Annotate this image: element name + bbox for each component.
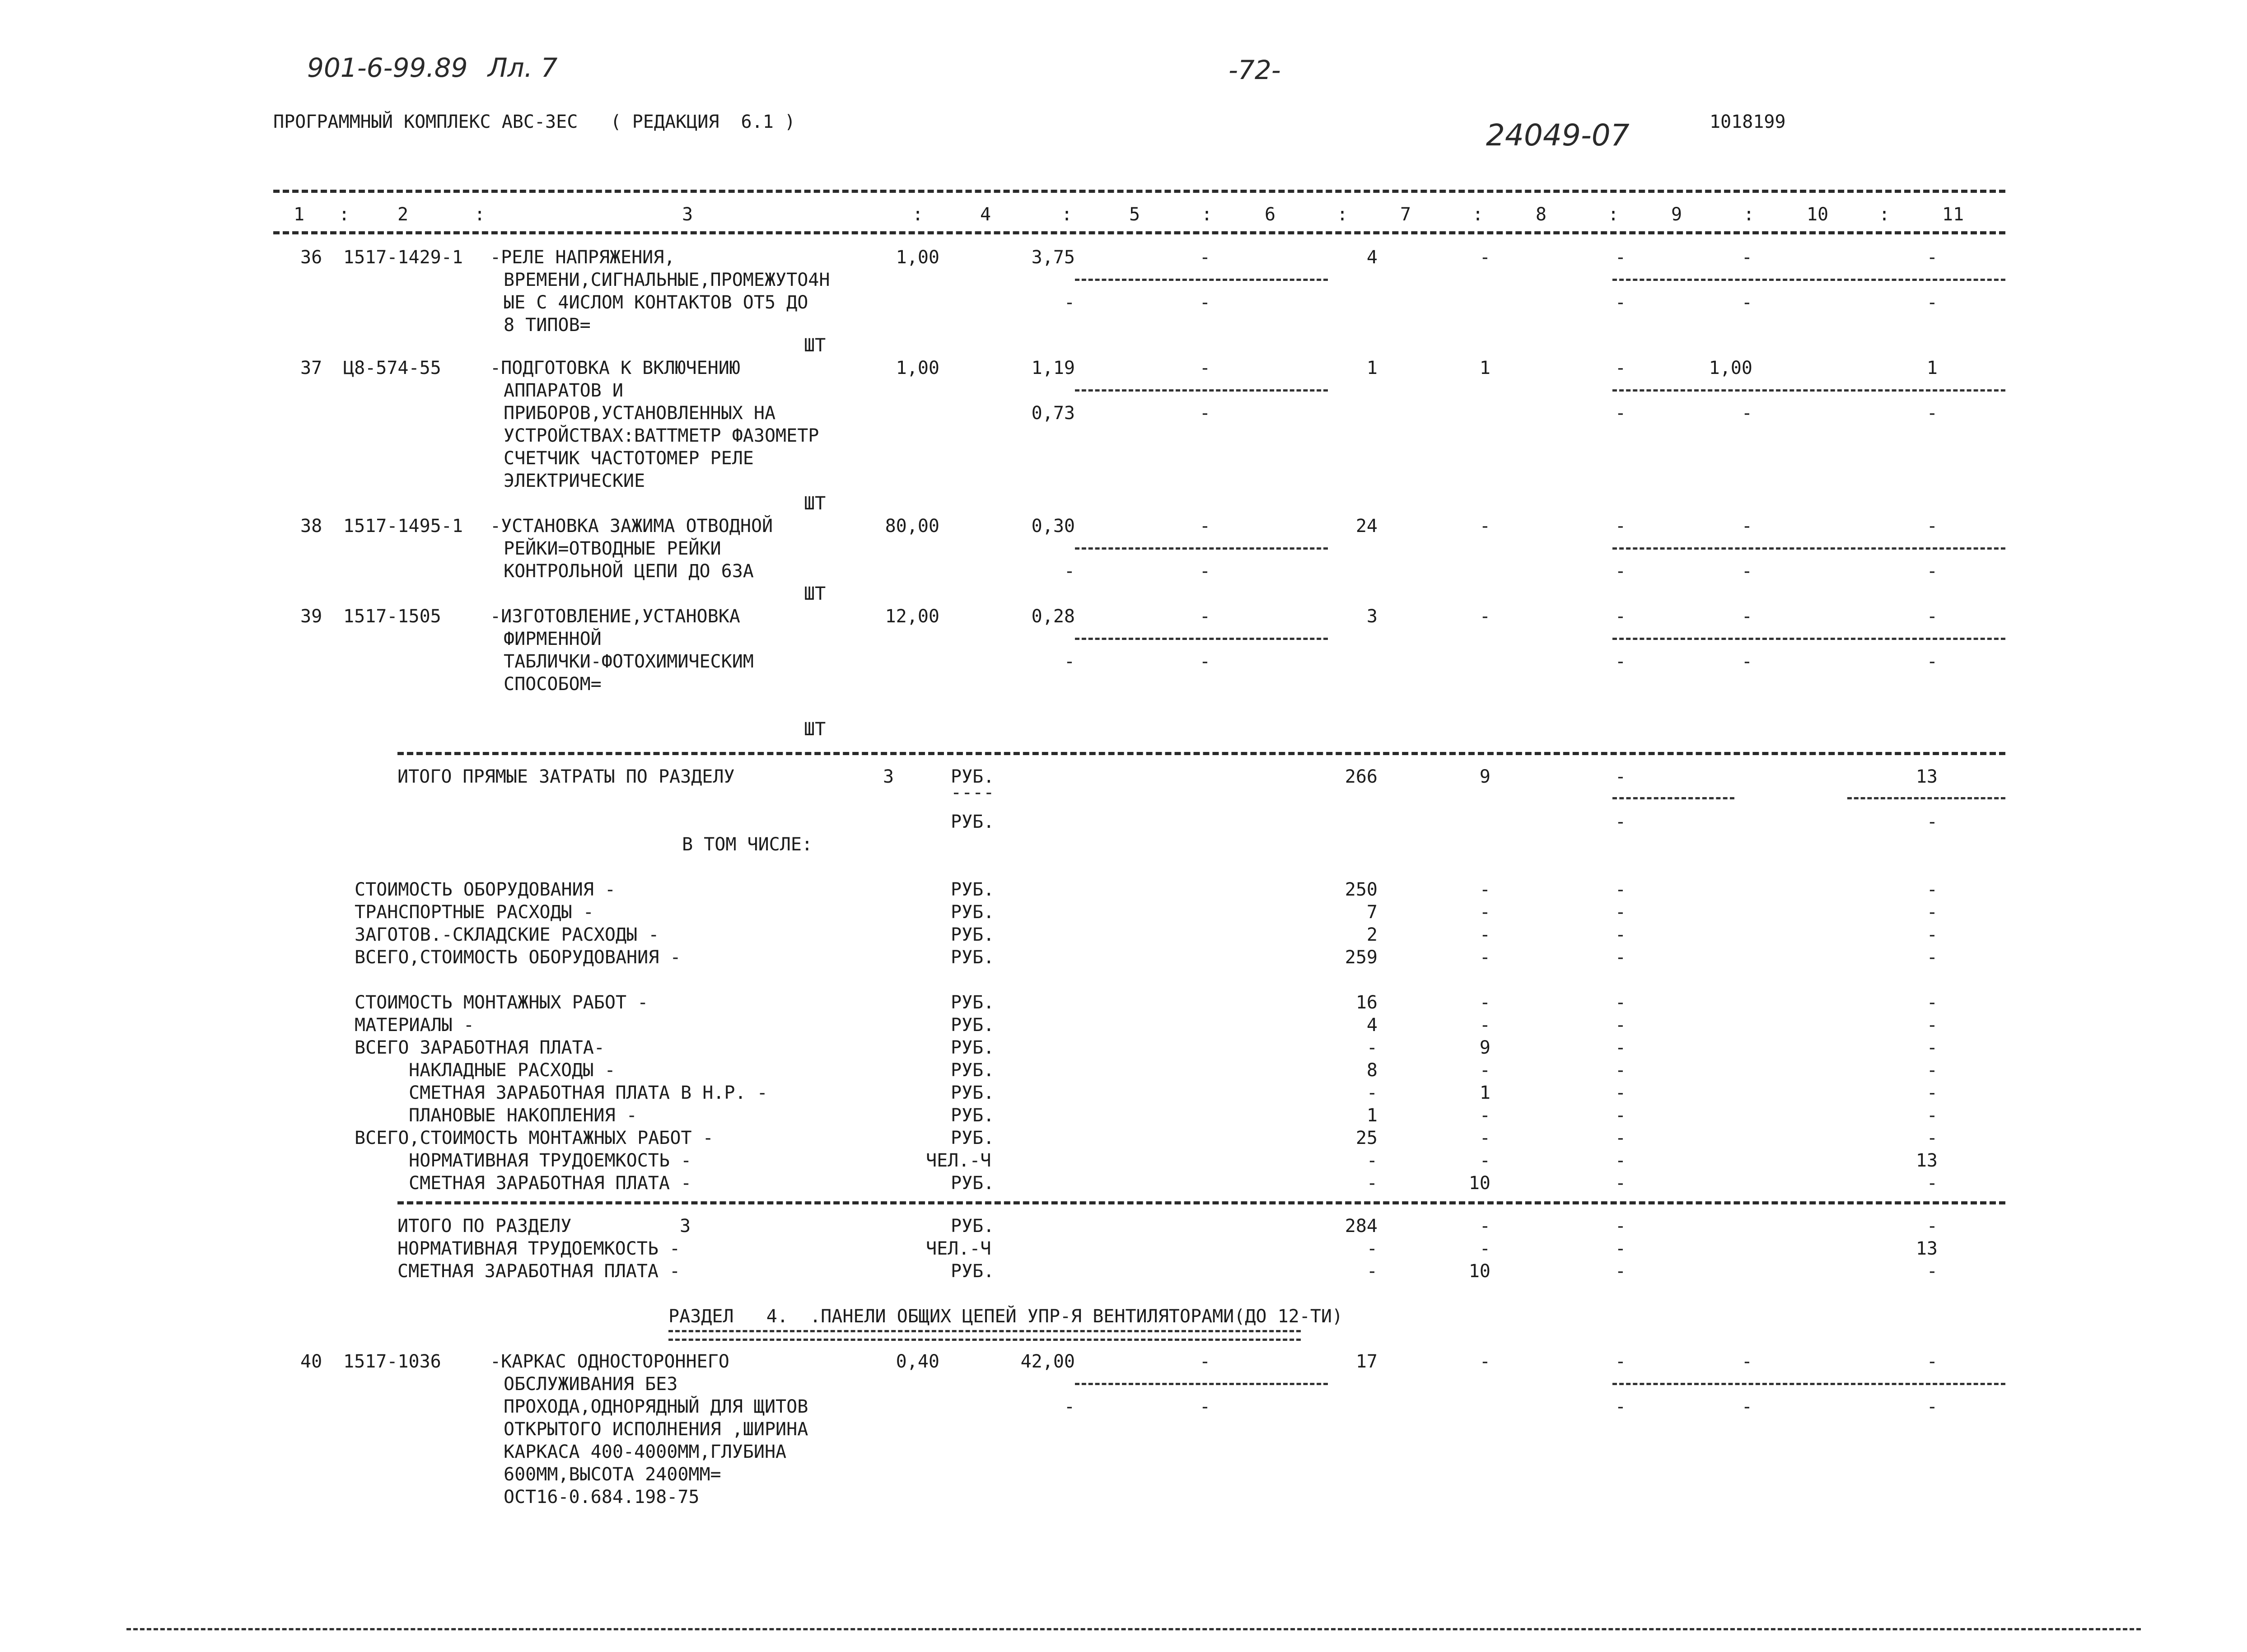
works-row-label: СМЕТНАЯ ЗАРАБОТНАЯ ПЛАТА - [409, 1173, 692, 1194]
equipment-row-unit: РУБ. [951, 879, 995, 900]
section-total-c8: 10 [1468, 1261, 1490, 1282]
item-number: 36 [300, 247, 322, 268]
item-c11-sub: - [1926, 651, 1938, 672]
item-code: 1517-1495-1 [343, 516, 463, 537]
cell-split-rule [1612, 279, 2005, 281]
item-number: 37 [300, 358, 322, 378]
works-row-unit: РУБ. [951, 1015, 995, 1036]
item-c11-sub: - [1926, 403, 1938, 424]
column-header-11: 11 [1942, 204, 1964, 225]
works-row-unit: РУБ. [951, 1037, 995, 1058]
item-code: 1517-1036 [343, 1351, 441, 1372]
equipment-row-unit: РУБ. [951, 924, 995, 945]
direct-costs-unit: РУБ. [951, 766, 995, 787]
item-number: 39 [300, 606, 322, 627]
item-qty: 1,00 [896, 358, 939, 378]
item-unit-price-wage: - [1064, 561, 1075, 582]
item-description-line: ПРОХОДА,ОДНОРЯДНЫЙ ДЛЯ ЩИТОВ [504, 1396, 808, 1417]
cell-split-rule [1075, 1383, 1328, 1385]
item-c8: - [1479, 606, 1490, 627]
equipment-row-c7: 250 [1345, 879, 1378, 900]
item-description-line: ОСТ16-0.684.198-75 [504, 1487, 700, 1507]
section-total-c7: - [1366, 1261, 1378, 1282]
page-bottom-edge [126, 1628, 2141, 1630]
column-header-10: 10 [1807, 204, 1829, 225]
item-c6: - [1199, 1351, 1210, 1372]
direct-split-rule [1847, 797, 2005, 799]
section-total-label: НОРМАТИВНАЯ ТРУДОЕМКОСТЬ - [397, 1238, 681, 1259]
works-row-c9: - [1615, 1150, 1626, 1171]
item-c6: - [1199, 358, 1210, 378]
equipment-row-c11: - [1926, 924, 1938, 945]
works-row-label: СМЕТНАЯ ЗАРАБОТНАЯ ПЛАТА В Н.Р. - [409, 1083, 768, 1103]
equipment-row-c8: - [1479, 902, 1490, 923]
item-c10-sub: - [1741, 403, 1752, 424]
item-description-line: КАРКАСА 400-4000ММ,ГЛУБИНА [504, 1442, 787, 1462]
column-header-4: 4 [980, 204, 991, 225]
item-c10: 1,00 [1709, 358, 1752, 378]
item-description-line: -РЕЛЕ НАПРЯЖЕНИЯ, [490, 247, 675, 268]
section-total-c9: - [1615, 1261, 1626, 1282]
works-row-label: МАТЕРИАЛЫ - [355, 1015, 474, 1036]
works-row-c8: 10 [1468, 1173, 1490, 1194]
item-description-line: КОНТРОЛЬНОЙ ЦЕПИ ДО 63А [504, 561, 754, 582]
column-header-1: 1 [294, 204, 305, 225]
works-row-label: ВСЕГО ЗАРАБОТНАЯ ПЛАТА- [355, 1037, 605, 1058]
cell-split-rule [1075, 547, 1328, 550]
section-total-c8: - [1479, 1216, 1490, 1237]
item-c11: - [1926, 516, 1938, 537]
column-header-9: 9 [1671, 204, 1682, 225]
item-c6-sub: - [1199, 561, 1210, 582]
works-row-unit: РУБ. [951, 1083, 995, 1103]
column-separator: : [1472, 204, 1484, 225]
item-qty: 1,00 [896, 247, 939, 268]
section-total-rule [397, 1201, 2005, 1204]
item-description-line: -УСТАНОВКА ЗАЖИМА ОТВОДНОЙ [490, 516, 773, 537]
item-c9: - [1615, 247, 1626, 268]
works-row-c9: - [1615, 1128, 1626, 1148]
works-row-c8: - [1479, 1150, 1490, 1171]
item-c10-sub: - [1741, 651, 1752, 672]
works-row-c11: 13 [1915, 1150, 1938, 1171]
works-row-c11: - [1926, 1060, 1938, 1081]
item-c9-sub: - [1615, 561, 1626, 582]
works-row-unit: РУБ. [951, 1105, 995, 1126]
equipment-row-c8: - [1479, 947, 1490, 968]
item-c10-sub: - [1741, 292, 1752, 313]
item-qty: 0,40 [896, 1351, 939, 1372]
works-row-c7: - [1366, 1173, 1378, 1194]
item-total: 4 [1366, 247, 1378, 268]
equipment-row-label: ВСЕГО,СТОИМОСТЬ ОБОРУДОВАНИЯ - [355, 947, 681, 968]
works-row-c11: - [1926, 1173, 1938, 1194]
equipment-row-c11: - [1926, 879, 1938, 900]
section-total-label: ИТОГО ПО РАЗДЕЛУ [397, 1216, 572, 1237]
works-row-c8: 9 [1479, 1037, 1490, 1058]
works-row-unit: РУБ. [951, 1173, 995, 1194]
item-code: Ц8-574-55 [343, 358, 441, 378]
item-description-line: ЫЕ С 4ИСЛОМ КОНТАКТОВ ОТ5 ДО [504, 292, 808, 313]
item-code: 1517-1505 [343, 606, 441, 627]
item-description-line: АППАРАТОВ И [504, 380, 623, 401]
item-unit-price-wage: 0,73 [1031, 403, 1075, 424]
section-total-c8: - [1479, 1238, 1490, 1259]
works-row-c8: - [1479, 1060, 1490, 1081]
column-header-5: 5 [1129, 204, 1140, 225]
works-row-c9: - [1615, 1037, 1626, 1058]
cell-split-rule [1075, 389, 1328, 392]
item-total: 17 [1355, 1351, 1378, 1372]
direct-split-rule [1612, 797, 1734, 799]
handwritten-stamp: 24049-07 [1486, 118, 1630, 153]
item-c11-sub: - [1926, 1396, 1938, 1417]
item-unit-price: 0,28 [1031, 606, 1075, 627]
item-qty: 12,00 [885, 606, 939, 627]
section-total-unit: РУБ. [951, 1216, 995, 1237]
item-unit-price-wage: - [1064, 1396, 1075, 1417]
item-unit-price: 42,00 [1020, 1351, 1075, 1372]
column-header-2: 2 [397, 204, 409, 225]
item-description-line: ТАБЛИЧКИ-ФОТОХИМИЧЕСКИМ [504, 651, 754, 672]
direct-costs-c9: - [1615, 766, 1626, 787]
item-total: 24 [1355, 516, 1378, 537]
item-c6-sub: - [1199, 1396, 1210, 1417]
equipment-row-c7: 259 [1345, 947, 1378, 968]
works-row-c8: - [1479, 1015, 1490, 1036]
works-row-c8: - [1479, 1128, 1490, 1148]
works-row-c8: 1 [1479, 1083, 1490, 1103]
works-row-c9: - [1615, 1083, 1626, 1103]
equipment-row-label: ТРАНСПОРТНЫЕ РАСХОДЫ - [355, 902, 594, 923]
item-unit-price: 0,30 [1031, 516, 1075, 537]
direct-costs-label: ИТОГО ПРЯМЫЕ ЗАТРАТЫ ПО РАЗДЕЛУ [397, 766, 735, 787]
item-c9-sub: - [1615, 651, 1626, 672]
cell-split-rule [1612, 547, 2005, 550]
item-unit: ШТ [804, 493, 826, 514]
item-unit-price-wage: - [1064, 292, 1075, 313]
direct-costs-c8: 9 [1479, 766, 1490, 787]
equipment-row-c9: - [1615, 924, 1626, 945]
item-c10: - [1741, 247, 1752, 268]
works-row-c11: - [1926, 1083, 1938, 1103]
item-c11-sub: - [1926, 292, 1938, 313]
item-number: 38 [300, 516, 322, 537]
item-c8: - [1479, 247, 1490, 268]
handwritten-sheet: Лл. 7 [488, 52, 558, 83]
cell-split-rule [1075, 638, 1328, 640]
item-c10: - [1741, 606, 1752, 627]
direct-costs-c9-2: - [1615, 812, 1626, 832]
item-unit: ШТ [804, 335, 826, 356]
item-c8: 1 [1479, 358, 1490, 378]
equipment-row-unit: РУБ. [951, 947, 995, 968]
works-row-c9: - [1615, 1015, 1626, 1036]
equipment-row-c11: - [1926, 902, 1938, 923]
section-total-label: СМЕТНАЯ ЗАРАБОТНАЯ ПЛАТА - [397, 1261, 681, 1282]
section-4-title: РАЗДЕЛ 4. .ПАНЕЛИ ОБЩИХ ЦЕПЕЙ УПР-Я ВЕНТИЛЯТОРАМИ(ДО 12-ТИ) [668, 1306, 1343, 1327]
equipment-row-c11: - [1926, 947, 1938, 968]
works-row-c7: 8 [1366, 1060, 1378, 1081]
item-description-line: -КАРКАС ОДНОСТОРОННЕГО [490, 1351, 729, 1372]
item-description-line: -ПОДГОТОВКА К ВКЛЮЧЕНИЮ [490, 358, 740, 378]
column-separator: : [1061, 204, 1073, 225]
item-c11-sub: - [1926, 561, 1938, 582]
handwritten-doc-ref: 901-6-99.89 [307, 52, 468, 83]
works-row-c7: 25 [1355, 1128, 1378, 1148]
item-description-line: СПОСОБОМ= [504, 674, 602, 695]
section-4-title-underline [668, 1330, 1301, 1341]
works-row-c9: - [1615, 1060, 1626, 1081]
works-row-label: СТОИМОСТЬ МОНТАЖНЫХ РАБОТ - [355, 992, 649, 1013]
works-row-c11: - [1926, 992, 1938, 1013]
works-row-c9: - [1615, 1173, 1626, 1194]
column-separator: : [1337, 204, 1348, 225]
works-row-unit: ЧЕЛ.-Ч [926, 1150, 991, 1171]
item-c8: - [1479, 1351, 1490, 1372]
cell-split-rule [1075, 279, 1328, 281]
item-c6-sub: - [1199, 403, 1210, 424]
item-description-line: ВРЕМЕНИ,СИГНАЛЬНЫЕ,ПРОМЕЖУТО4Н [504, 270, 830, 290]
equipment-row-c8: - [1479, 879, 1490, 900]
works-row-c9: - [1615, 992, 1626, 1013]
item-description-line: ЭЛЕКТРИЧЕСКИЕ [504, 471, 645, 491]
item-c9: - [1615, 358, 1626, 378]
column-separator: : [1879, 204, 1890, 225]
column-separator: : [1608, 204, 1619, 225]
section-total-number: 3 [680, 1216, 691, 1237]
direct-costs-section: 3 [883, 766, 894, 787]
item-description-line: 600ММ,ВЫСОТА 2400ММ= [504, 1464, 721, 1485]
section-total-c7: - [1366, 1238, 1378, 1259]
item-c6: - [1199, 516, 1210, 537]
item-description-line: СЧЕТЧИК ЧАСТОТОМЕР РЕЛЕ [504, 448, 754, 469]
cell-split-rule [1612, 1383, 2005, 1385]
column-separator: : [912, 204, 924, 225]
item-c11: - [1926, 247, 1938, 268]
item-c8: - [1479, 516, 1490, 537]
works-row-c11: - [1926, 1128, 1938, 1148]
item-unit: ШТ [804, 719, 826, 740]
equipment-row-label: ЗАГОТОВ.-СКЛАДСКИЕ РАСХОДЫ - [355, 924, 659, 945]
item-description-line: РЕЙКИ=ОТВОДНЫЕ РЕЙКИ [504, 538, 721, 559]
column-header-7: 7 [1400, 204, 1411, 225]
equipment-row-label: СТОИМОСТЬ ОБОРУДОВАНИЯ - [355, 879, 616, 900]
item-description-line: ПРИБОРОВ,УСТАНОВЛЕННЫХ НА [504, 403, 776, 424]
works-row-unit: РУБ. [951, 1060, 995, 1081]
equipment-row-c7: 2 [1366, 924, 1378, 945]
column-header-3: 3 [682, 204, 693, 225]
equipment-row-c8: - [1479, 924, 1490, 945]
item-unit: ШТ [804, 583, 826, 604]
section-total-c11: 13 [1915, 1238, 1938, 1259]
item-description-line: ОТКРЫТОГО ИСПОЛНЕНИЯ ,ШИРИНА [504, 1419, 808, 1440]
item-c9-sub: - [1615, 1396, 1626, 1417]
column-header-8: 8 [1536, 204, 1547, 225]
column-separator: : [1743, 204, 1755, 225]
works-row-c7: 4 [1366, 1015, 1378, 1036]
works-row-unit: РУБ. [951, 992, 995, 1013]
item-total: 1 [1366, 358, 1378, 378]
works-row-label: ПЛАНОВЫЕ НАКОПЛЕНИЯ - [409, 1105, 637, 1126]
direct-costs-total: 266 [1345, 766, 1378, 787]
item-unit-price: 3,75 [1031, 247, 1075, 268]
direct-costs-c11: 13 [1915, 766, 1938, 787]
column-header-6: 6 [1265, 204, 1276, 225]
column-separator: : [474, 204, 486, 225]
item-c11: 1 [1926, 358, 1938, 378]
program-header: ПРОГРАММНЫЙ КОМПЛЕКС АВС-ЗЕС ( РЕДАКЦИЯ 6.1 ) [273, 112, 795, 132]
section-total-c9: - [1615, 1238, 1626, 1259]
direct-costs-c11-2: - [1926, 812, 1938, 832]
item-c6: - [1199, 247, 1210, 268]
works-row-c7: 16 [1355, 992, 1378, 1013]
item-unit-price: 1,19 [1031, 358, 1075, 378]
equipment-row-c7: 7 [1366, 902, 1378, 923]
column-separator: : [1201, 204, 1213, 225]
item-description-line: -ИЗГОТОВЛЕНИЕ,УСТАНОВКА [490, 606, 740, 627]
handwritten-page-number: -72- [1229, 55, 1281, 85]
item-total: 3 [1366, 606, 1378, 627]
item-c10: - [1741, 1351, 1752, 1372]
works-row-c7: - [1366, 1083, 1378, 1103]
works-row-c11: - [1926, 1037, 1938, 1058]
item-description-line: ФИРМЕННОЙ [504, 629, 602, 649]
item-number: 40 [300, 1351, 322, 1372]
item-code: 1517-1429-1 [343, 247, 463, 268]
equipment-row-c9: - [1615, 879, 1626, 900]
direct-costs-unit-underline: ---- [951, 782, 995, 803]
equipment-row-c9: - [1615, 902, 1626, 923]
works-row-c8: - [1479, 992, 1490, 1013]
section-total-unit: РУБ. [951, 1261, 995, 1282]
item-c6: - [1199, 606, 1210, 627]
item-c9: - [1615, 516, 1626, 537]
item-description-line: ОБСЛУЖИВАНИЯ БЕЗ [504, 1374, 678, 1395]
including-label: В ТОМ ЧИСЛЕ: [682, 834, 813, 855]
works-row-c11: - [1926, 1105, 1938, 1126]
header-rule [273, 231, 2005, 234]
works-row-c7: - [1366, 1150, 1378, 1171]
item-c6-sub: - [1199, 292, 1210, 313]
direct-costs-unit-2: РУБ. [951, 812, 995, 832]
works-row-label: НАКЛАДНЫЕ РАСХОДЫ - [409, 1060, 616, 1081]
item-c6-sub: - [1199, 651, 1210, 672]
equipment-row-c9: - [1615, 947, 1626, 968]
works-row-label: ВСЕГО,СТОИМОСТЬ МОНТАЖНЫХ РАБОТ - [355, 1128, 714, 1148]
cell-split-rule [1612, 389, 2005, 392]
equipment-row-unit: РУБ. [951, 902, 995, 923]
works-row-unit: РУБ. [951, 1128, 995, 1148]
item-description-line: 8 ТИПОВ= [504, 315, 591, 336]
item-description-line: УСТРОЙСТВАХ:ВАТТМЕТР ФАЗОМЕТР [504, 425, 819, 446]
section-total-c9: - [1615, 1216, 1626, 1237]
section-total-c7: 284 [1345, 1216, 1378, 1237]
top-rule [273, 190, 2005, 193]
works-row-c8: - [1479, 1105, 1490, 1126]
section-total-c11: - [1926, 1216, 1938, 1237]
item-c11: - [1926, 606, 1938, 627]
item-c9: - [1615, 606, 1626, 627]
item-c9-sub: - [1615, 292, 1626, 313]
works-row-c11: - [1926, 1015, 1938, 1036]
works-row-label: НОРМАТИВНАЯ ТРУДОЕМКОСТЬ - [409, 1150, 692, 1171]
works-row-c7: 1 [1366, 1105, 1378, 1126]
item-qty: 80,00 [885, 516, 939, 537]
cell-split-rule [1612, 638, 2005, 640]
works-row-c9: - [1615, 1105, 1626, 1126]
section-total-unit: ЧЕЛ.-Ч [926, 1238, 991, 1259]
item-unit-price-wage: - [1064, 651, 1075, 672]
totals-rule [397, 752, 2005, 755]
works-row-c7: - [1366, 1037, 1378, 1058]
item-c10-sub: - [1741, 1396, 1752, 1417]
document-code: 1018199 [1710, 112, 1786, 132]
item-c9-sub: - [1615, 403, 1626, 424]
column-separator: : [339, 204, 350, 225]
item-c9: - [1615, 1351, 1626, 1372]
section-total-c11: - [1926, 1261, 1938, 1282]
item-c10: - [1741, 516, 1752, 537]
item-c11: - [1926, 1351, 1938, 1372]
item-c10-sub: - [1741, 561, 1752, 582]
